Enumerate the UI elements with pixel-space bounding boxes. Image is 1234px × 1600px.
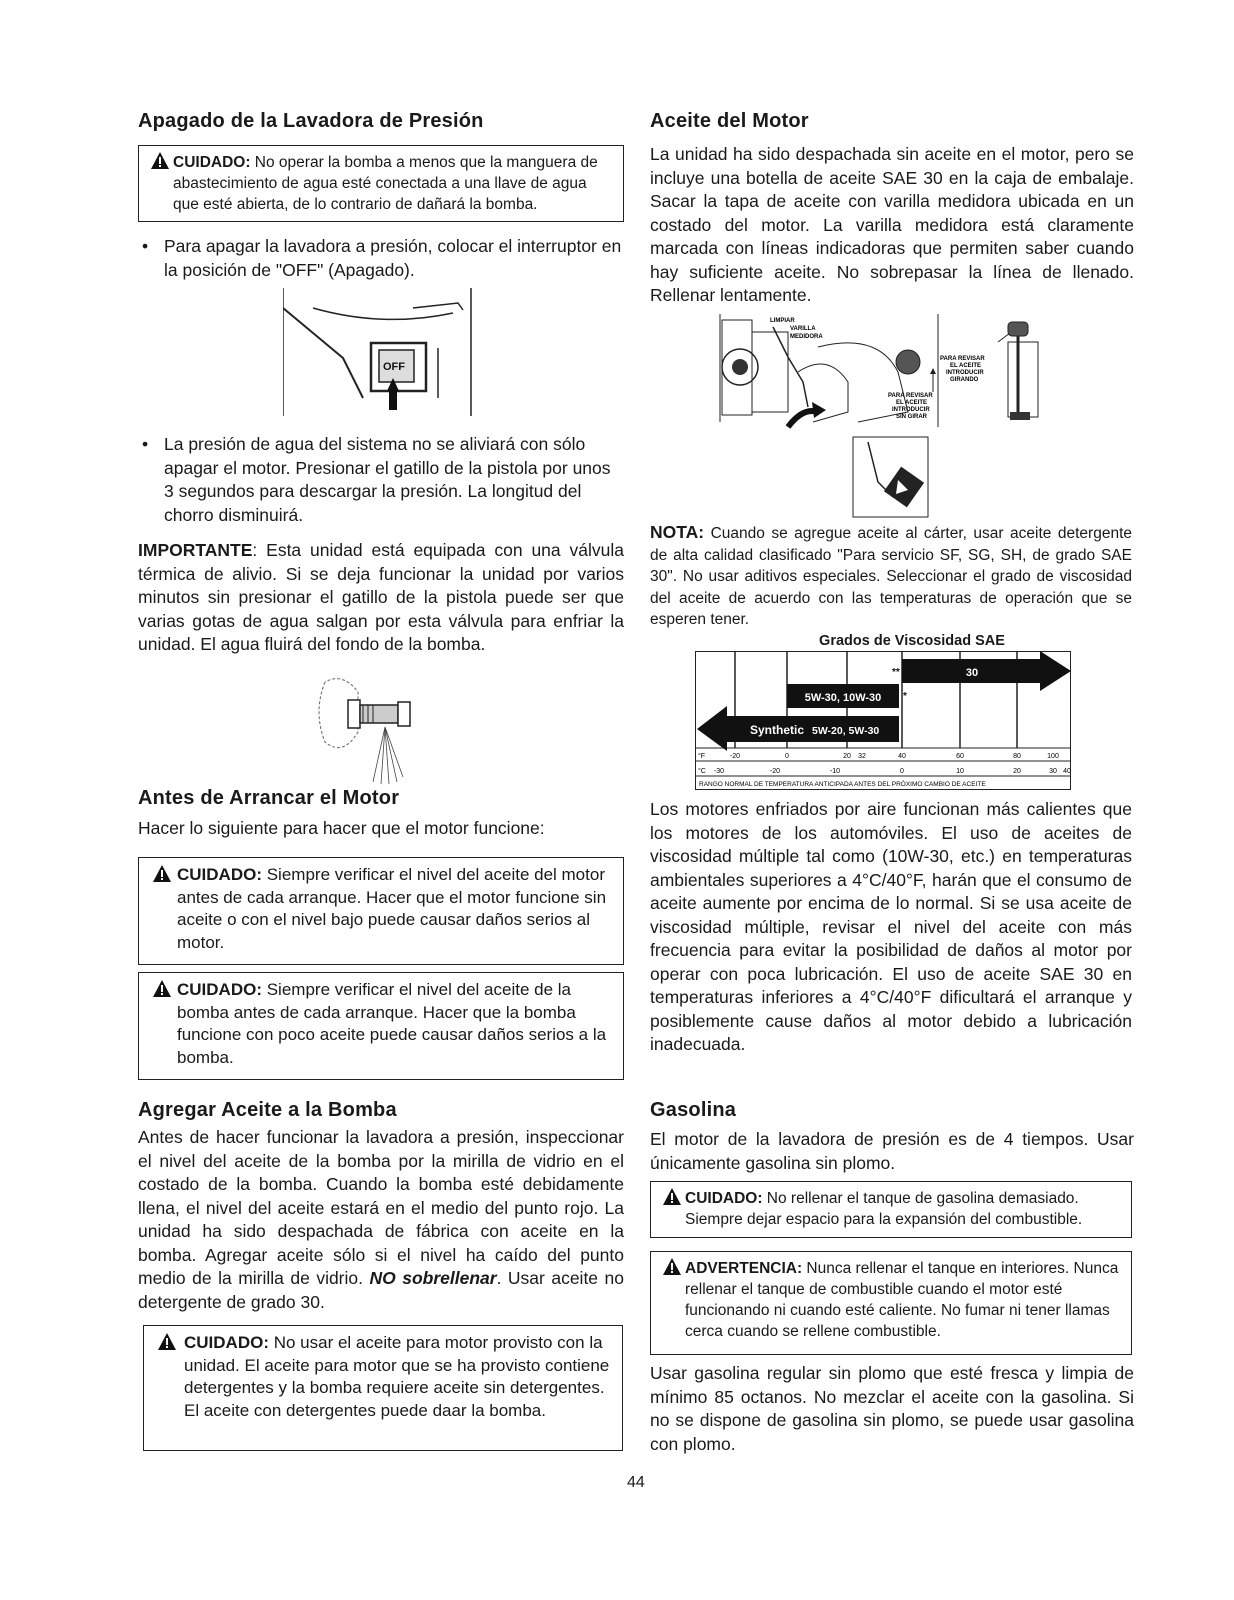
caution-text: No usar el aceite para motor provisto con la unidad. El aceite para motor que se ha provisto contiene detergentes y la bomba requiere aceite sin detergentes. El aceite con detergentes puede daar la bomba. — [184, 1333, 610, 1420]
gasoline-intro: El motor de la lavadora de presión es de 4 tiempos. Usar únicamente gasolina sin plomo. — [650, 1129, 1134, 1173]
caution-box-gasoline — [650, 1181, 1132, 1238]
f-axis-tick: 32 — [858, 753, 866, 760]
note-label: NOTA: — [650, 522, 705, 542]
c-axis-tick: -20 — [769, 768, 781, 775]
bar-label-synthetic-b: 5W-20, 5W-30 — [812, 725, 880, 737]
important-text: : Esta unidad está equipada con una válvula térmica de alivio. Si se deja funcionar la unidad por varios minutos sin presionar el gatillo de la pistola puede ser que varias gotas de agua salgan por esta válvula para enfriar la unidad. El agua fluirá del fondo de la bomba. — [138, 540, 624, 654]
fig-label-el-aceite-1: EL ACEITE — [950, 363, 982, 369]
fig-label-varilla: VARILLA — [790, 326, 816, 332]
warning-triangle-icon — [153, 865, 171, 882]
bar-label-30: 30 — [965, 667, 979, 679]
f-axis-tick: 0 — [785, 753, 789, 760]
caution-box-detergent — [143, 1325, 623, 1451]
caution-text: No rellenar el tanque de gasolina demasiado. Siempre dejar espacio para la expansión del combustible. — [685, 1190, 1083, 1228]
warning-triangle-icon — [663, 1258, 681, 1275]
fig-label-sin-girar: SIN GIRAR — [896, 414, 928, 420]
section-title-engine-oil: Aceite del Motor — [650, 110, 809, 132]
note-paragraph — [650, 522, 1132, 631]
caution-box-shutdown — [138, 145, 624, 222]
c-axis-tick: 30 — [1049, 768, 1057, 775]
caution-label: CUIDADO: — [685, 1190, 763, 1207]
fig-label-introducir-2: INTRODUCIR — [892, 407, 930, 413]
caution-label: CUIDADO: — [177, 980, 262, 999]
c-axis-tick: -10 — [829, 768, 841, 775]
warning-triangle-icon — [151, 152, 169, 169]
fig-label-para-revisar-1: PARA REVISAR — [940, 356, 985, 362]
chart-caption: RANGO NORMAL DE TEMPERATURA ANTICIPADA ANTES DEL PRÓXIMO CAMBIO DE ACEITE — [699, 781, 986, 788]
bullet-text: Para apagar la lavadora a presión, colocar el interruptor en la posición de "OFF" (Apagado). — [164, 236, 622, 280]
engine-oil-paragraph: La unidad ha sido despachada sin aceite en el motor, pero se incluye una botella de aceite SAE 30 en la caja de embalaje. Sacar la tapa de aceite con varilla medidora ubicada en un costado del motor. La varilla medidora está claramente marcada con líneas indicadoras que permiten saber cuando hay suficiente aceite. No sobrepasar la línea de llenado. Rellenar lentamente. — [650, 144, 1134, 305]
gasoline-paragraph: Usar gasolina regular sin plomo que esté fresca y limpia de mínimo 85 octanos. No mezclar el aceite con la gasolina. Si no se dispone de gasolina sin plomo, se puede usar gasolina con plomo. — [650, 1363, 1134, 1454]
pump-oil-paragraph — [138, 1126, 624, 1314]
fig-label-para-revisar-2: PARA REVISAR — [888, 393, 933, 399]
off-switch-figure — [283, 288, 473, 418]
warning-triangle-icon — [663, 1188, 681, 1205]
warning-box-gasoline — [650, 1251, 1132, 1355]
c-axis-tick: -30 — [713, 768, 725, 775]
bullet-shutdown-switch: • Para apagar la lavadora a presión, colocar el interruptor en la posición de "OFF" (Apagado). — [142, 236, 622, 280]
relief-valve-figure — [313, 672, 423, 787]
mark-double: ** — [892, 667, 900, 678]
pump-oil-emphasis: NO sobrellenar — [369, 1268, 497, 1288]
section-title-gasoline: Gasolina — [650, 1099, 737, 1121]
bullet-text: La presión de agua del sistema no se aliviará con sólo apagar el motor. Presionar el gatillo de la pistola por unos 3 segundos para descargar la presión. La longitud del chorro disminuirá. — [164, 434, 611, 525]
viscosity-chart-graphic — [695, 651, 1071, 791]
note-text: Cuando se agregue aceite al cárter, usar aceite detergente de alta calidad clasificado "Para servicio SF, SG, SH, de grado SAE 30". No usar aditivos especiales. Seleccionar el grado de viscosidad del aceite de acuerdo con las temperaturas de operación que se esperen tener. — [650, 525, 1132, 628]
c-axis-tick: 10 — [956, 768, 964, 775]
fig-label-limpiar: LIMPIAR — [770, 318, 795, 324]
f-axis-tick: -20 — [729, 753, 741, 760]
caution-box-pump-oil — [138, 972, 624, 1080]
f-axis-tick: 60 — [956, 753, 964, 760]
dipstick-figure — [718, 312, 1068, 522]
caution-label: CUIDADO: — [173, 154, 251, 171]
air-cooled-paragraph: Los motores enfriados por aire funcionan más calientes que los motores de los automóviles. El uso de aceites de viscosidad múltiple tal como (10W-30, etc.) en temperaturas ambientales superiores a 4°C/40°F, harán que el consumo de aceite aumente por encima de lo normal. Si se usa aceite de viscosidad múltiple, revisar el nivel del aceite con más frecuencia para evitar la posibilidad de daños al motor por operar con poca lubricación. El uso de aceite SAE 30 en temperaturas inferiores a 4°C/40°F dificultará el arranque y posiblemente cause daños al motor debido a lubricación inadecuada. — [650, 799, 1132, 1054]
c-axis-tick: 40 — [1063, 768, 1071, 775]
warning-triangle-icon — [158, 1333, 176, 1350]
before-start-intro: Hacer lo siguiente para hacer que el motor funcione: — [138, 818, 545, 838]
section-title-shutdown: Apagado de la Lavadora de Presión — [138, 110, 484, 132]
chart-title: Grados de Viscosidad SAE — [819, 633, 1005, 649]
caution-label: CUIDADO: — [177, 865, 262, 884]
f-axis-tick: 20 — [843, 753, 851, 760]
important-paragraph — [138, 539, 624, 657]
fig-label-girando: GIRANDO — [950, 377, 979, 383]
c-axis-tick: 20 — [1013, 768, 1021, 775]
section-title-before-start: Antes de Arrancar el Motor — [138, 787, 400, 809]
fig-label-el-aceite-2: EL ACEITE — [896, 400, 928, 406]
pump-oil-text-end: . Usar aceite no detergente de grado 30. — [138, 1268, 624, 1312]
f-axis-tick: 40 — [898, 753, 906, 760]
off-label: OFF — [383, 361, 405, 373]
warning-text: Nunca rellenar el tanque en interiores. Nunca rellenar el tanque de combustible cuando el motor esté funcionando ni cuando esté caliente. No fumar ni tener llamas cerca cuando se rellene combustible. — [685, 1260, 1119, 1340]
fig-label-introducir-1: INTRODUCIR — [946, 370, 984, 376]
caution-label: CUIDADO: — [184, 1333, 269, 1352]
mark-single: * — [903, 691, 907, 702]
f-axis-tick: 100 — [1047, 753, 1059, 760]
warning-triangle-icon — [153, 980, 171, 997]
important-label: IMPORTANTE — [138, 540, 253, 560]
f-axis-tick: 80 — [1013, 753, 1021, 760]
caution-text: Siempre verificar el nivel del aceite de la bomba antes de cada arranque. Hacer que la bomba funcione con poco aceite puede causar daños serios a la bomba. — [177, 980, 607, 1067]
f-axis-label: °F — [698, 753, 706, 760]
warning-label: ADVERTENCIA: — [685, 1260, 803, 1277]
caution-text: Siempre verificar el nivel del aceite del motor antes de cada arranque. Hacer que el motor funcione sin aceite o con el nivel bajo puede causar daños serios al motor. — [177, 865, 607, 952]
c-axis-tick: 0 — [900, 768, 904, 775]
page-number: 44 — [627, 1474, 645, 1491]
bar-label-multigrade: 5W-30, 10W-30 — [804, 692, 882, 704]
fig-label-medidora: MEDIDORA — [790, 334, 823, 340]
pump-oil-text: Antes de hacer funcionar la lavadora a presión, inspeccionar el nivel del aceite de la bomba por la mirilla de vidrio en el costado de la bomba. Cuando la bomba esté debidamente llena, el nivel del aceite estará en el medio del punto rojo. La unidad ha sido despachada de fábrica con aceite en la bomba. Agregar aceite sólo si el nivel ha caído del punto medio de la mirilla de vidrio. — [138, 1127, 624, 1288]
section-title-pump-oil: Agregar Aceite a la Bomba — [138, 1099, 397, 1121]
viscosity-chart — [650, 633, 1134, 649]
c-axis-label: °C — [698, 768, 706, 775]
bullet-pressure-release: • La presión de agua del sistema no se aliviará con sólo apagar el motor. Presionar el gatillo de la pistola por unos 3 segundos para descargar la presión. La longitud del chorro disminuirá. — [142, 434, 611, 525]
caution-text: No operar la bomba a menos que la manguera de abastecimiento de agua esté conectada a una llave de agua que esté abierta, de lo contrario de dañará la bomba. — [173, 154, 598, 213]
bar-label-synthetic-a: Synthetic — [750, 723, 805, 737]
caution-box-engine-oil — [138, 857, 624, 965]
